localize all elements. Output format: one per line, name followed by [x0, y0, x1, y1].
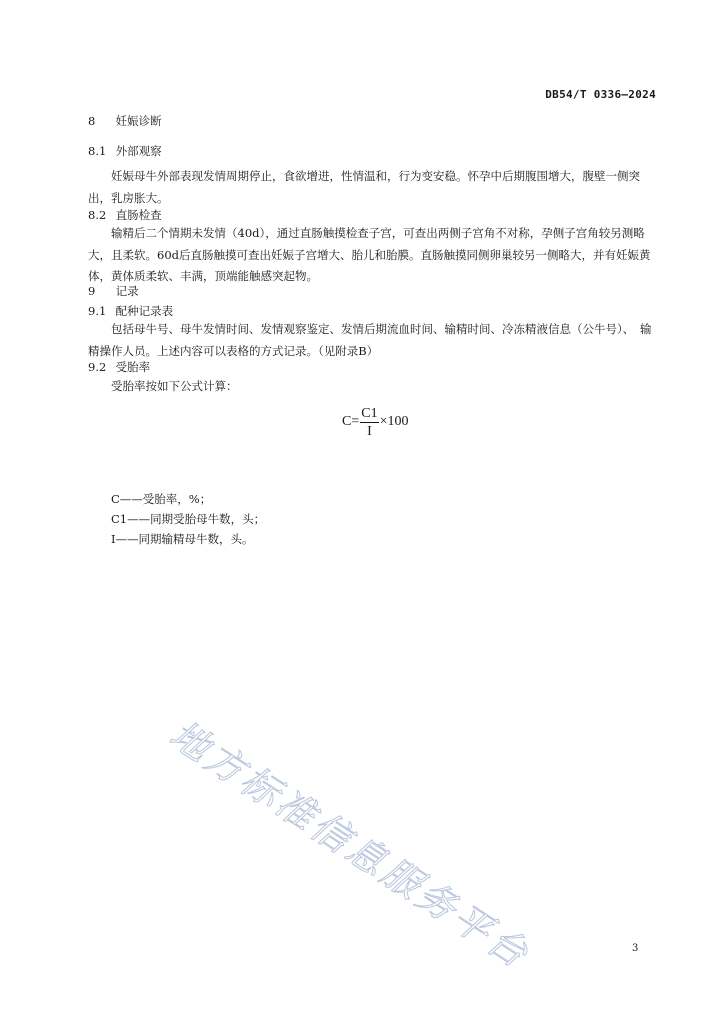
formula-fraction — [360, 405, 378, 440]
section-number: 9 — [88, 284, 96, 298]
formula-lhs: C — [342, 414, 352, 429]
conception-rate-formula — [342, 402, 409, 442]
definition-item: C——受胎率，%； — [111, 492, 212, 506]
section-title: 受胎率 — [115, 360, 151, 374]
section-9-1-heading — [88, 304, 173, 318]
section-8-1-body: 妊娠母牛外部表现发情周期停止，食欲增进，性情温和，行为变安稳。怀孕中后期腹围增大，腹壁一侧突出，乳房胀大。 — [88, 169, 640, 205]
section-8-2-heading — [88, 208, 162, 222]
section-title: 妊娠诊断 — [115, 114, 162, 128]
formula-multiplier: ×100 — [379, 414, 409, 429]
section-title: 直肠检查 — [115, 208, 162, 222]
definition-item: I——同期输精母牛数，头。 — [111, 532, 254, 546]
formula-intro: 受胎率按如下公式计算： — [111, 379, 238, 393]
section-title: 配种记录表 — [115, 304, 174, 318]
section-9-heading — [88, 284, 139, 298]
page-number: 3 — [632, 943, 639, 954]
section-9-2-heading — [88, 360, 150, 374]
formula-equals: = — [351, 414, 360, 429]
section-number: 9.2 — [88, 360, 107, 374]
section-number: 8.2 — [88, 208, 107, 222]
formula-denominator: I — [367, 423, 372, 439]
section-8-2-body: 输精后二个情期未发情（40d），通过直肠触摸检查子宫，可查出两侧子宫角不对称，孕侧子宫角较另测略大，且柔软。60d后直肠触摸可查出妊娠子宫增大、胎儿和胎膜。直肠触摸同侧卵巢较另一侧略大，并有妊娠黄体，黄体质柔软、丰满，顶端能触感突起物。 — [88, 226, 651, 283]
section-title: 外部观察 — [115, 144, 162, 158]
formula-numerator: C1 — [361, 405, 378, 421]
section-8-heading — [88, 114, 162, 128]
watermark: 地方标准信息服务平台 — [162, 711, 539, 978]
section-number: 9.1 — [88, 304, 107, 318]
section-title: 记录 — [115, 284, 139, 298]
document-code: DB54/T 0336—2024 — [545, 88, 656, 101]
section-number: 8 — [88, 114, 96, 128]
section-9-1-body: 包括母牛号、母牛发情时间、发情观察鉴定、发情后期流血时间、输精时间、冷冻精液信息（公牛号）、 输精操作人员。上述内容可以表格的方式记录。（见附录B） — [88, 322, 652, 358]
section-number: 8.1 — [88, 144, 107, 158]
section-8-1-heading — [88, 144, 162, 158]
definition-item: C1——同期受胎母牛数，头； — [111, 512, 266, 526]
